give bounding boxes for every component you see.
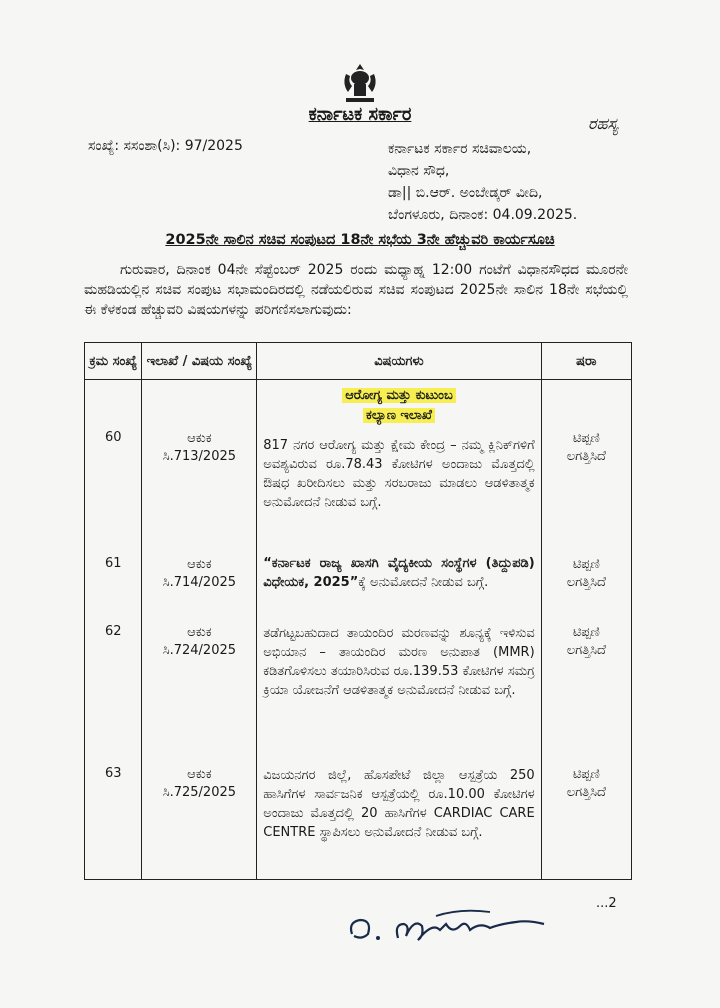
department-cell	[142, 380, 257, 538]
agenda-table	[84, 342, 632, 880]
subject-cell	[257, 538, 541, 616]
serial-cell: 61	[85, 538, 142, 616]
department-cell	[142, 758, 257, 880]
department-cell	[142, 538, 257, 616]
remark-line: ಲಗತ್ತಿಸಿದೆ	[566, 784, 606, 800]
file-number: ಸಿ.713/2025	[162, 449, 237, 464]
remark-cell	[541, 616, 631, 758]
table-row	[85, 758, 632, 880]
section-heading-line: ಆರೋಗ್ಯ ಮತ್ತು ಕುಟುಂಬ	[342, 388, 456, 403]
table-row	[85, 380, 632, 538]
subject-cell: ತಡೆಗಟ್ಟಬಹುದಾದ ತಾಯಂದಿರ ಮರಣವನ್ನು ಶೂನ್ಯಕ್ಕೆ ಇಳಿಸುವ ಅಭಿಯಾನ – ತಾಯಂದಿರ ಮರಣ ಅನುಪಾತ (MMR) ಕಡಿತಗೊಳಿಸಲು ತಯಾರಿಸಿರುವ ರೂ.139.53 ಕೋಟಿಗಳ ಸಮಗ್ರ ಕ್ರಿಯಾ ಯೋಜನೆಗೆ ಆಡಳಿತಾತ್ಮಕ ಅನುಮೋದನೆ ನೀಡುವ ಬಗ್ಗೆ.	[257, 616, 541, 758]
intro-text: ಗುರುವಾರ, ದಿನಾಂಕ 04ನೇ ಸೆಪ್ಟೆಂಬರ್ 2025 ರಂದು ಮಧ್ಯಾಹ್ನ 12:00 ಗಂಟೆಗೆ ವಿಧಾನಸೌಧದ ಮೂರನೇ ಮಹಡಿಯಲ್ಲಿನ ಸಚಿವ ಸಂಪುಟ ಸಭಾಮಂದಿರದಲ್ಲಿ ನಡೆಯಲಿರುವ ಸಚಿವ ಸಂಪುಟದ 2025ನೇ ಸಾಲಿನ 18ನೇ ಸಭೆಯಲ್ಲಿ ಈ ಕೆಳಕಂಡ ಹೆಚ್ಚುವರಿ ವಿಷಯಗಳನ್ನು ಪರಿಗಣಿಸಲಾಗುವುದು:	[84, 262, 628, 318]
table-row	[85, 538, 632, 616]
section-heading-line: ಕಲ್ಯಾಣ ಇಲಾಖೆ	[363, 408, 435, 423]
header-remark: ಷರಾ	[541, 343, 631, 380]
table-row	[85, 616, 632, 758]
file-number: ಸಿ.725/2025	[162, 784, 237, 800]
subject-text: ಕ್ಕೆ ಅನುಮೋದನೆ ನೀಡುವ ಬಗ್ಗೆ.	[358, 574, 489, 590]
state-emblem-icon	[336, 62, 384, 106]
remark-cell	[541, 758, 631, 880]
address-line: ವಿಧಾನ ಸೌಧ,	[388, 163, 450, 179]
header-department: ಇಲಾಖೆ / ವಿಷಯ ಸಂಖ್ಯೆ	[142, 343, 257, 380]
subject-cell	[257, 380, 541, 538]
subject-cell: ವಿಜಯನಗರ ಜಿಲ್ಲೆ, ಹೊಸಪೇಟೆ ಜಿಲ್ಲಾ ಆಸ್ಪತ್ರೆಯ 250 ಹಾಸಿಗೆಗಳ ಸಾರ್ವಜನಿಕ ಆಸ್ಪತ್ರೆಯಲ್ಲಿ ರೂ.10.00 ಕೋಟಿಗಳ ಅಂದಾಜು ಮೊತ್ತದಲ್ಲಿ 20 ಹಾಸಿಗೆಗಳ CARDIAC CARE CENTRE ಸ್ಥಾಪಿಸಲು ಅನುಮೋದನೆ ನೀಡುವ ಬಗ್ಗೆ.	[257, 758, 541, 880]
department-code: ಆಕುಕ	[187, 766, 212, 782]
government-title: ಕರ್ನಾಟಕ ಸರ್ಕಾರ	[308, 104, 412, 125]
remark-line: ಲಗತ್ತಿಸಿದೆ	[566, 574, 606, 590]
remark-cell	[541, 538, 631, 616]
department-code: ಆಕುಕ	[187, 624, 212, 640]
address-line: ಡಾ|| ಬಿ.ಆರ್. ಅಂಬೇಡ್ಕರ್ ವೀದಿ,	[388, 185, 543, 201]
address-line-date: ಬೆಂಗಳೂರು, ದಿನಾಂಕ: 04.09.2025.	[388, 207, 578, 223]
intro-paragraph	[84, 260, 628, 320]
page-continuation: ...2	[596, 896, 617, 911]
remark-cell	[541, 380, 631, 538]
serial-cell: 60	[85, 380, 142, 538]
serial-cell: 63	[85, 758, 142, 880]
address-block	[388, 138, 577, 226]
serial-cell: 62	[85, 616, 142, 758]
remark-line: ಲಗತ್ತಿಸಿದೆ	[566, 449, 606, 464]
table-header-row	[85, 343, 632, 380]
bill-title: “ಕರ್ನಾಟಕ ರಾಜ್ಯ ಖಾಸಗಿ ವೈದ್ಯಕೀಯ ಸಂಸ್ಥೆಗಳ (ತಿದ್ದುಪಡಿ) ವಿಧೇಯಕ, 2025”	[263, 555, 535, 590]
address-line: ಕರ್ನಾಟಕ ಸರ್ಕಾರ ಸಚಿವಾಲಯ,	[388, 141, 532, 157]
file-number: ಸಿ.724/2025	[162, 642, 237, 658]
department-code: ಆಕುಕ	[187, 431, 212, 446]
file-number: ಸಿ.714/2025	[162, 574, 237, 590]
remark-line: ಟಿಪ್ಪಣಿ	[572, 556, 600, 572]
header-serial: ಕ್ರಮ ಸಂಖ್ಯೆ	[85, 343, 142, 380]
remark-line: ಟಿಪ್ಪಣಿ	[572, 766, 600, 782]
department-cell	[142, 616, 257, 758]
secrecy-label: ರಹಸ್ಯ	[588, 114, 619, 133]
agenda-heading: 2025ನೇ ಸಾಲಿನ ಸಚಿವ ಸಂಪುಟದ 18ನೇ ಸಭೆಯ 3ನೇ ಹೆಚ್ಚುವರಿ ಕಾರ್ಯಸೂಚಿ	[165, 232, 555, 248]
remark-line: ಟಿಪ್ಪಣಿ	[572, 624, 600, 640]
signature-icon	[340, 904, 560, 950]
remark-line: ಟಿಪ್ಪಣಿ	[572, 431, 600, 446]
subject-text: 817 ನಗರ ಆರೋಗ್ಯ ಮತ್ತು ಕ್ಷೇಮ ಕೇಂದ್ರ – ನಮ್ಮ ಕ್ಲಿನಿಕ್‌ಗಳಿಗೆ ಅವಶ್ಯವಿರುವ ರೂ.78.43 ಕೋಟಿಗಳ ಅಂದಾಜು ಮೊತ್ತದಲ್ಲಿ ಔಷಧ ಖರೀದಿಸಲು ಮತ್ತು ಸರಬರಾಜು ಮಾಡಲು ಆಡಳಿತಾತ್ಮಕ ಅನುಮೋದನೆ ನೀಡುವ ಬಗ್ಗೆ.	[263, 438, 535, 510]
reference-number: ಸಂಖ್ಯೆ: ಸಸಂಶಾ(ಸಿ): 97/2025	[88, 138, 243, 154]
header-subject: ವಿಷಯಗಳು	[257, 343, 541, 380]
remark-line: ಲಗತ್ತಿಸಿದೆ	[566, 642, 606, 658]
department-code: ಆಕುಕ	[187, 556, 212, 572]
section-heading	[263, 384, 534, 426]
